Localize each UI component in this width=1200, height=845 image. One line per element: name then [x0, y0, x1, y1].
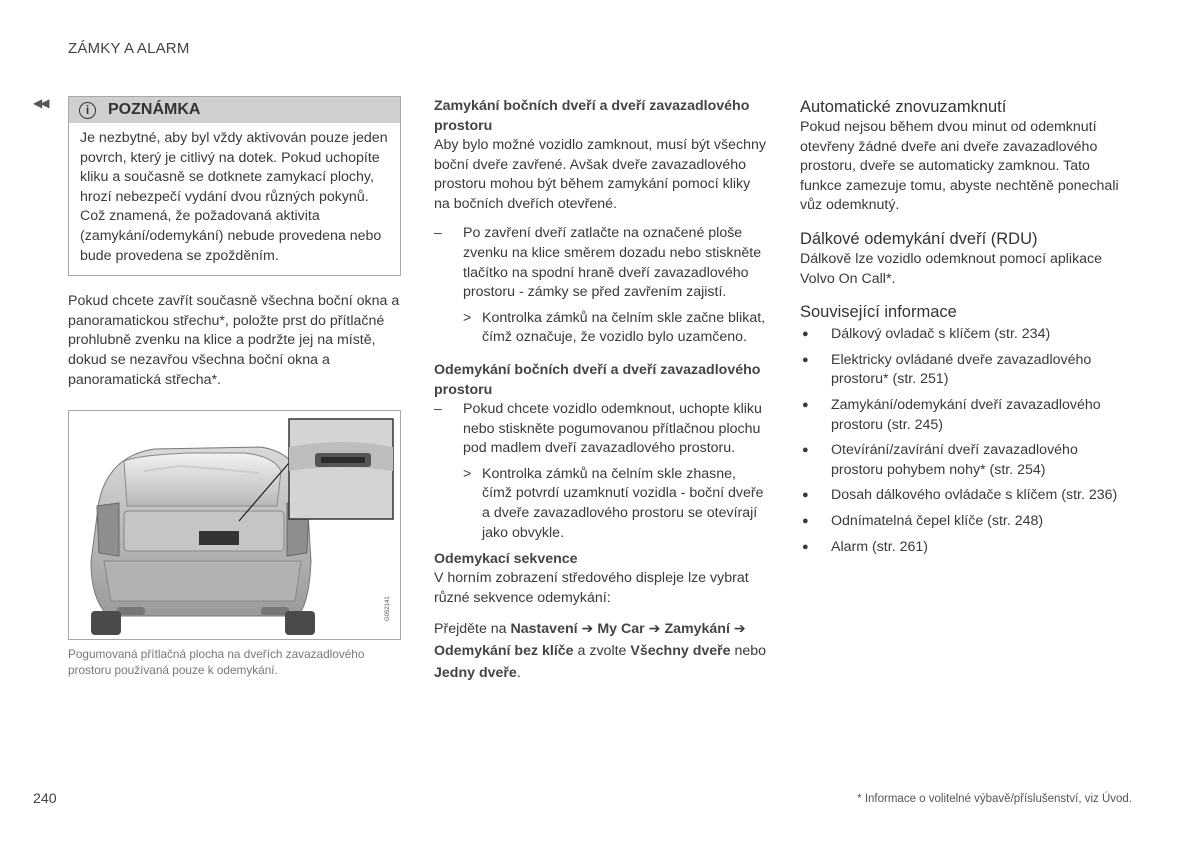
bullet-icon: ●	[802, 444, 809, 457]
path-locking: Zamykání	[664, 621, 730, 638]
windows-roof-paragraph: Pokud chcete zavřít současně všechna boční okna a panoramatickou střechu*, položte prst do přítlačné prohlubně zvenku na klice a podržte jej na místě, dokud se nezavřou všechna boční okna a panoramatická střecha*.	[68, 293, 400, 388]
list-item[interactable]: ● Zamykání/odemykání dveří zavazadlového prostoru (str. 245)	[800, 396, 1133, 435]
list-item[interactable]: ● Otevírání/zavírání dveří zavazadlového prostoru pohybem nohy* (str. 254)	[800, 441, 1133, 480]
lock-heading: Zamykání bočních dveří a dveří zavazadlového prostoru	[434, 98, 750, 134]
lock-result-text: Kontrolka zámků na čelním skle začne blikat, čímž označuje, že vozidlo bylo uzamčeno.	[482, 309, 766, 346]
unlock-heading: Odemykání bočních dveří a dveří zavazadlového prostoru	[434, 361, 761, 398]
sequence-paragraph: V horním zobrazení středového displeje lze vybrat různé sekvence odemykání:	[434, 570, 749, 606]
unlock-step	[434, 400, 767, 459]
tailgate-figure	[68, 410, 401, 640]
option-all-doors: Všechny dveře	[630, 643, 731, 660]
figure-caption: Pogumovaná přítlačná plocha na dveřích zavazadlového prostoru používaná pouze k odemykání.	[68, 647, 365, 678]
option-one-door: Jedny dveře	[434, 665, 517, 682]
section-header: ZÁMKY A ALARM	[68, 40, 190, 57]
list-item[interactable]: ● Dálkový ovladač s klíčem (str. 234)	[800, 325, 1133, 345]
rdu-heading: Dálkové odemykání dveří (RDU)	[800, 229, 1038, 248]
list-item[interactable]: ● Alarm (str. 261)	[800, 538, 1133, 558]
menu-path: Přejděte na Nastavení ➔ My Car ➔ Zamykání ➔ Odemykání bez klíče a zvolte Všechny dveře nebo Jedny dveře.	[434, 621, 767, 682]
note-header	[69, 97, 400, 123]
column-middle	[434, 96, 767, 684]
right-arrow-icon: ➔	[648, 621, 661, 638]
path-prefix: Přejděte na	[434, 621, 507, 638]
figure-code: G052141	[385, 596, 391, 622]
list-item[interactable]: ● Elektricky ovládané dveře zavazadlového prostoru* (str. 251)	[800, 351, 1133, 390]
result-marker: >	[463, 309, 472, 326]
car-rear-illustration	[69, 411, 400, 639]
note-box	[68, 96, 401, 276]
dash-marker: –	[434, 400, 442, 417]
sequence-heading: Odemykací sekvence	[434, 551, 578, 568]
unlock-step-text: Pokud chcete vozidlo odemknout, uchopte kliku nebo stiskněte pogumovanou přítlačnou plochu pod madlem dveří zavazadlového prostoru.	[463, 400, 762, 457]
right-arrow-icon: ➔	[581, 621, 594, 638]
right-arrow-icon: ➔	[733, 621, 746, 638]
bullet-icon: ●	[802, 398, 809, 411]
bullet-icon: ●	[802, 328, 809, 341]
list-item[interactable]: ● Dosah dálkového ovládače s klíčem (str. 236)	[800, 486, 1133, 506]
footer-note: * Informace o volitelné výbavě/příslušenství, viz Úvod.	[857, 793, 1132, 805]
path-mid-text: a zvolte	[577, 643, 627, 660]
note-body: Je nezbytné, aby byl vždy aktivován pouze jeden povrch, který je citlivý na dotek. Pokud uchopíte kliku a současně se dotknete zamykací plochy, hrozí nebezpečí vydání dvou různých pokynů. Což znamená, že požadovaná aktivita (zamykání/odemykání) nebude provedena nebo bude provedena se zpožděním.	[80, 130, 388, 264]
page-number: 240	[33, 791, 57, 807]
bullet-icon: ●	[802, 514, 809, 527]
lock-step	[434, 224, 767, 302]
note-title: POZNÁMKA	[108, 101, 201, 118]
lock-result	[463, 309, 767, 348]
column-right	[800, 96, 1133, 563]
info-icon: i	[79, 102, 96, 119]
path-settings: Nastavení	[510, 621, 578, 638]
bullet-icon: ●	[802, 540, 809, 553]
bullet-icon: ●	[802, 489, 809, 502]
bullet-icon: ●	[802, 353, 809, 366]
dash-marker: –	[434, 225, 442, 242]
path-keyless-unlock: Odemykání bez klíče	[434, 643, 574, 660]
unlock-result	[463, 465, 767, 543]
lock-paragraph: Aby bylo možné vozidlo zamknout, musí být všechny boční dveře zavřené. Avšak dveře zavazadlového prostoru mohou být během zamykání pomocí kliky na bočních dveřích otevřené.	[434, 137, 766, 212]
list-item[interactable]: ● Odnímatelná čepel klíče (str. 248)	[800, 512, 1133, 532]
column-left	[68, 96, 401, 678]
unlock-result-text: Kontrolka zámků na čelním skle zhasne, čímž potvrdí uzamknutí vozidla - boční dveře a dveře zavazadlového prostoru se otevírají jako obvykle.	[482, 465, 764, 541]
path-my-car: My Car	[597, 621, 645, 638]
related-list	[800, 325, 1133, 557]
result-marker: >	[463, 465, 472, 482]
related-heading: Související informace	[800, 303, 957, 322]
auto-relock-paragraph: Pokud nejsou během dvou minut od odemknutí otevřeny žádné dveře ani dveře zavazadlového prostoru, dveře se automaticky zamknou. Tato funkce zamezuje tomu, abyste nechtěně ponechali vůz odemknutý.	[800, 119, 1119, 214]
auto-relock-heading: Automatické znovuzamknutí	[800, 98, 1007, 116]
double-left-arrow-icon: ◀◀	[33, 96, 48, 110]
path-or-text: nebo	[734, 643, 767, 660]
lock-step-text: Po zavření dveří zatlačte na označené ploše zvenku na klice směrem dozadu nebo stiskněte tlačítko na spodní hraně dveří zavazadlového prostoru - zámky se před zavřením zajistí.	[463, 225, 762, 301]
rdu-paragraph: Dálkově lze vozidlo odemknout pomocí aplikace Volvo On Call*.	[800, 250, 1103, 287]
